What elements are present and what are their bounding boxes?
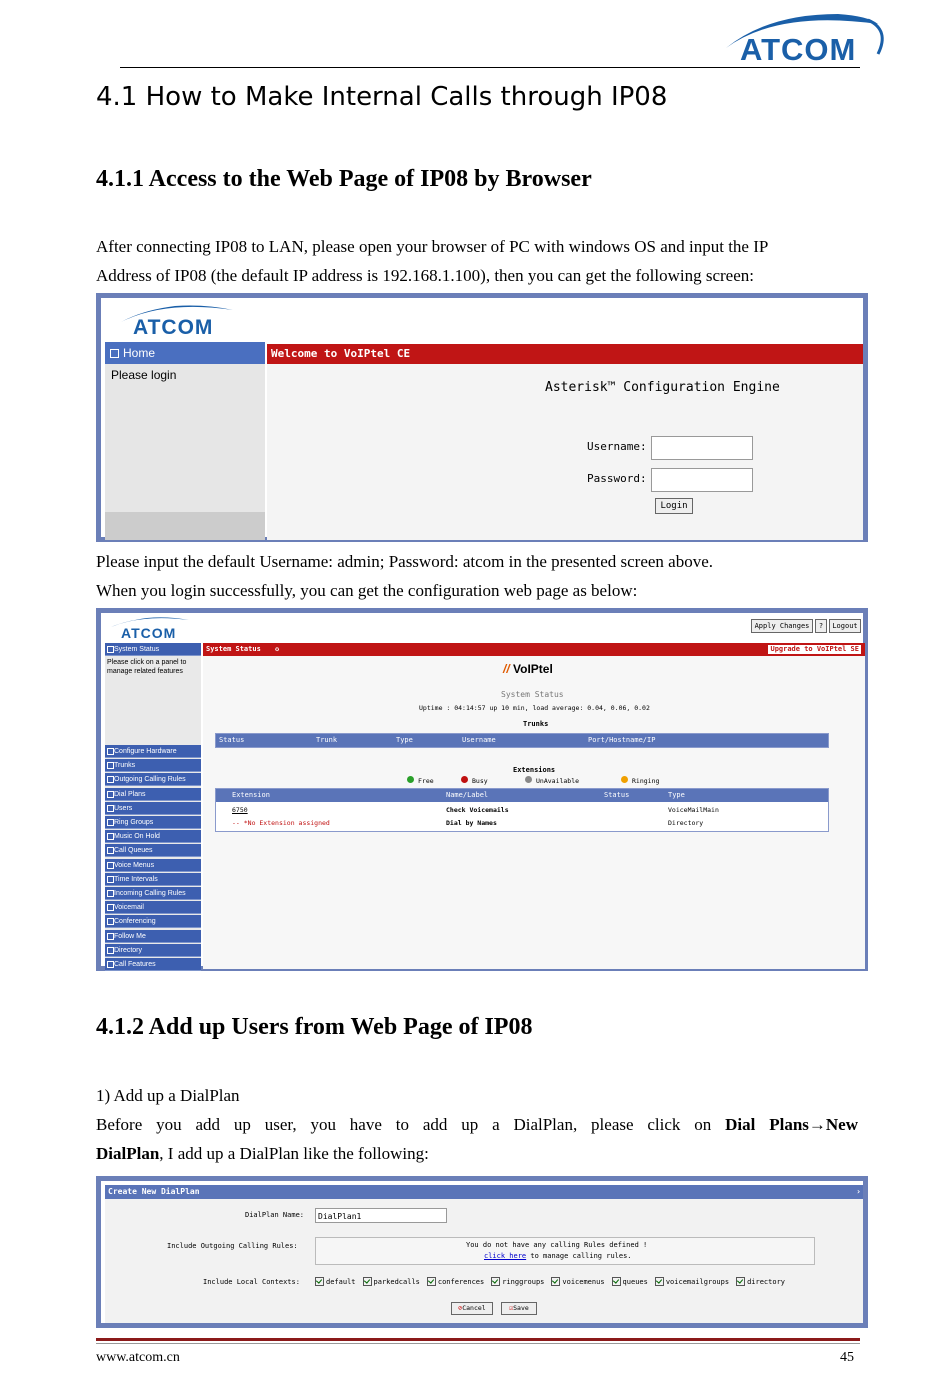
help-button[interactable]: ? [815, 619, 827, 633]
brand-icon: // [503, 662, 510, 676]
context-option[interactable] [551, 1278, 604, 1286]
header-logo [718, 10, 888, 66]
welcome-bar: Welcome to VoIPtel CE [267, 344, 863, 364]
save-icon: ☑ [509, 1304, 514, 1312]
paragraph-4: DialPlan, I add up a DialPlan like the following: [96, 1144, 429, 1163]
rules-label: Include Outgoing Calling Rules: [167, 1242, 298, 1250]
trunk-col-trunk: Trunk [316, 736, 338, 744]
context-label: queues [622, 1277, 648, 1286]
nav-item-voicemail[interactable]: Voicemail [105, 901, 201, 914]
cancel-button[interactable]: ⊘Cancel [451, 1302, 493, 1315]
footer-url: www.atcom.cn [96, 1350, 180, 1365]
checkbox-checked-icon[interactable] [427, 1277, 436, 1286]
checkbox-checked-icon[interactable] [551, 1277, 560, 1286]
status-sidebar [105, 643, 201, 969]
uptime-text: Uptime : 04:14:57 up 10 min, load average: 0.04, 0.06, 0.02 [419, 704, 650, 712]
mid-text-1: Please input the default Username: admin; Password: atcom in the presented screen above. [96, 552, 714, 571]
ext-header [216, 789, 828, 802]
nav-item-users[interactable]: Users [105, 802, 201, 815]
subsection-title-2: 4.1.2 Add up Users from Web Page of IP08 [96, 1014, 533, 1040]
ext-col-name: Name/Label [446, 791, 489, 799]
context-option[interactable] [491, 1278, 544, 1286]
login-screenshot [96, 293, 868, 542]
apply-changes-button[interactable]: Apply Changes [751, 619, 813, 633]
upgrade-link[interactable]: Upgrade to VoIPtel SE [770, 645, 859, 653]
checkbox-checked-icon[interactable] [736, 1277, 745, 1286]
status-screenshot [96, 608, 868, 971]
context-option[interactable] [655, 1278, 729, 1286]
username-input[interactable] [651, 436, 753, 460]
login-logo: ATCOM [115, 302, 245, 342]
rules-message: You do not have any calling Rules defined ! [466, 1241, 648, 1249]
status-bar [203, 643, 865, 656]
nav-item-outgoing-calling-rules[interactable]: Outgoing Calling Rules [105, 773, 201, 786]
nav-item-time-intervals[interactable]: Time Intervals [105, 873, 201, 886]
nav-item-follow-me[interactable]: Follow Me [105, 930, 201, 943]
context-label: directory [747, 1277, 785, 1286]
ext-name: Check Voicemails [446, 806, 509, 814]
status-logo: ATCOM [107, 615, 197, 643]
username-label: Username: [587, 440, 647, 453]
nav-item-call-queues[interactable]: Call Queues [105, 844, 201, 857]
context-label: parkedcalls [373, 1277, 420, 1286]
trunks-title: Trunks [523, 720, 549, 728]
free-dot-icon [407, 776, 414, 783]
context-label: conferences [437, 1277, 485, 1286]
save-button[interactable]: ☑Save [501, 1302, 537, 1315]
nav-item-trunks[interactable]: Trunks [105, 759, 201, 772]
dialplan-name-label: DialPlan Name: [245, 1211, 305, 1219]
context-option[interactable] [315, 1278, 356, 1286]
context-option[interactable] [736, 1278, 785, 1286]
legend [403, 774, 703, 786]
subsection-title-1: 4.1.1 Access to the Web Page of IP08 by Browser [96, 166, 592, 192]
nav-item-music-on-hold[interactable]: Music On Hold [105, 830, 201, 843]
header-rule [120, 67, 860, 68]
ext-name: Dial by Names [446, 819, 497, 827]
context-label: voicemailgroups [665, 1277, 730, 1286]
engine-title: Asterisk™ Configuration Engine [545, 380, 780, 395]
ext-6750-link[interactable]: 6750 [232, 806, 248, 814]
table-row [216, 804, 828, 816]
click-here-link[interactable]: click here [484, 1252, 527, 1260]
legend-ringing: Ringing [621, 776, 659, 785]
trunk-col-username: Username [462, 736, 496, 744]
ext-unassigned: -- *No Extension assigned [232, 819, 330, 827]
nav-item-directory[interactable]: Directory [105, 944, 201, 957]
ext-col-type: Type [668, 791, 685, 799]
password-input[interactable] [651, 468, 753, 492]
close-icon[interactable]: › [856, 1187, 861, 1196]
rules-manage: click here to manage calling rules. [484, 1252, 632, 1260]
context-option[interactable] [612, 1278, 648, 1286]
paragraph-2: Address of IP08 (the default IP address is 192.168.1.100), then you can get the following screen: [96, 266, 754, 285]
context-label: default [326, 1277, 356, 1286]
brand: // VoIPtel [503, 662, 553, 676]
nav-item-dial-plans[interactable]: Dial Plans [105, 788, 201, 801]
nav-please-login: Please login [111, 368, 177, 382]
paragraph-1: After connecting IP08 to LAN, please open your browser of PC with windows OS and input the IP [96, 237, 769, 256]
legend-free: Free [407, 776, 434, 785]
checkbox-checked-icon[interactable] [612, 1277, 621, 1286]
nav-item-voice-menus[interactable]: Voice Menus [105, 859, 201, 872]
ext-col-status: Status [604, 791, 630, 799]
contexts-list [315, 1277, 855, 1286]
status-content [203, 656, 865, 969]
logout-button[interactable]: Logout [829, 619, 861, 633]
logo-text: ATCOM [740, 32, 857, 67]
dialplan-screenshot [96, 1176, 868, 1328]
sidebar-footer [105, 512, 265, 540]
checkbox-checked-icon[interactable] [491, 1277, 500, 1286]
legend-unavailable: UnAvailable [525, 776, 579, 785]
legend-busy: Busy [461, 776, 488, 785]
ext-type: Directory [668, 819, 704, 827]
contexts-label: Include Local Contexts: [203, 1278, 300, 1286]
cancel-icon: ⊘ [458, 1304, 463, 1312]
nav-item-conferencing[interactable]: Conferencing [105, 915, 201, 928]
trunks-header [215, 733, 829, 748]
trunk-col-type: Type [396, 736, 413, 744]
unavailable-dot-icon [525, 776, 532, 783]
footer-rule [96, 1338, 860, 1341]
step-1: 1) Add up a DialPlan [96, 1086, 240, 1105]
checkbox-checked-icon[interactable] [655, 1277, 664, 1286]
status-bar-title: System Status [206, 645, 261, 653]
dialplan-bar: Create New DialPlan › [105, 1185, 863, 1199]
dialplan-name-input[interactable]: DialPlan1 [315, 1208, 447, 1223]
login-content [267, 364, 863, 540]
context-label: ringgroups [502, 1277, 545, 1286]
login-sidebar [105, 342, 265, 540]
dialplan-form [105, 1199, 863, 1323]
checkbox-checked-icon[interactable] [363, 1277, 372, 1286]
rules-box [315, 1237, 815, 1265]
trunk-col-port: Port/Hostname/IP [588, 736, 656, 744]
extensions-title: Extensions [513, 766, 556, 774]
nav-hint: Please click on a panel to manage related features [107, 659, 187, 675]
ext-type: VoiceMailMain [668, 806, 719, 814]
section-title: 4.1 How to Make Internal Calls through IP08 [96, 82, 668, 112]
ringing-dot-icon [621, 776, 628, 783]
checkbox-checked-icon[interactable] [315, 1277, 324, 1286]
footer-rule-thin [96, 1343, 860, 1344]
refresh-icon[interactable]: ✪ [275, 645, 280, 653]
nav-system-status[interactable]: System Status [105, 643, 201, 656]
nav-item-incoming-calling-rules[interactable]: Incoming Calling Rules [105, 887, 201, 900]
password-label: Password: [587, 472, 647, 485]
context-label: voicemenus [562, 1277, 605, 1286]
busy-dot-icon [461, 776, 468, 783]
nav-item-ring-groups[interactable]: Ring Groups [105, 816, 201, 829]
nav-item-configure-hardware[interactable]: Configure Hardware [105, 745, 201, 758]
page-number: 45 [840, 1350, 854, 1365]
nav-home[interactable]: Home [105, 342, 265, 364]
context-option[interactable] [427, 1278, 484, 1286]
trunk-col-status: Status [219, 736, 245, 744]
system-status-title: System Status [501, 690, 564, 699]
extensions-table [215, 788, 829, 832]
login-button[interactable]: Login [655, 498, 693, 514]
context-option[interactable] [363, 1278, 420, 1286]
nav-item-call-features[interactable]: Call Features [105, 958, 201, 971]
table-row [216, 817, 828, 829]
ext-col-extension: Extension [232, 791, 270, 799]
mid-text-2: When you login successfully, you can get the configuration web page as below: [96, 581, 638, 600]
paragraph-3: Before you add up user, you have to add up a DialPlan, please click on Dial Plans→New [96, 1115, 859, 1134]
home-icon [110, 349, 119, 358]
